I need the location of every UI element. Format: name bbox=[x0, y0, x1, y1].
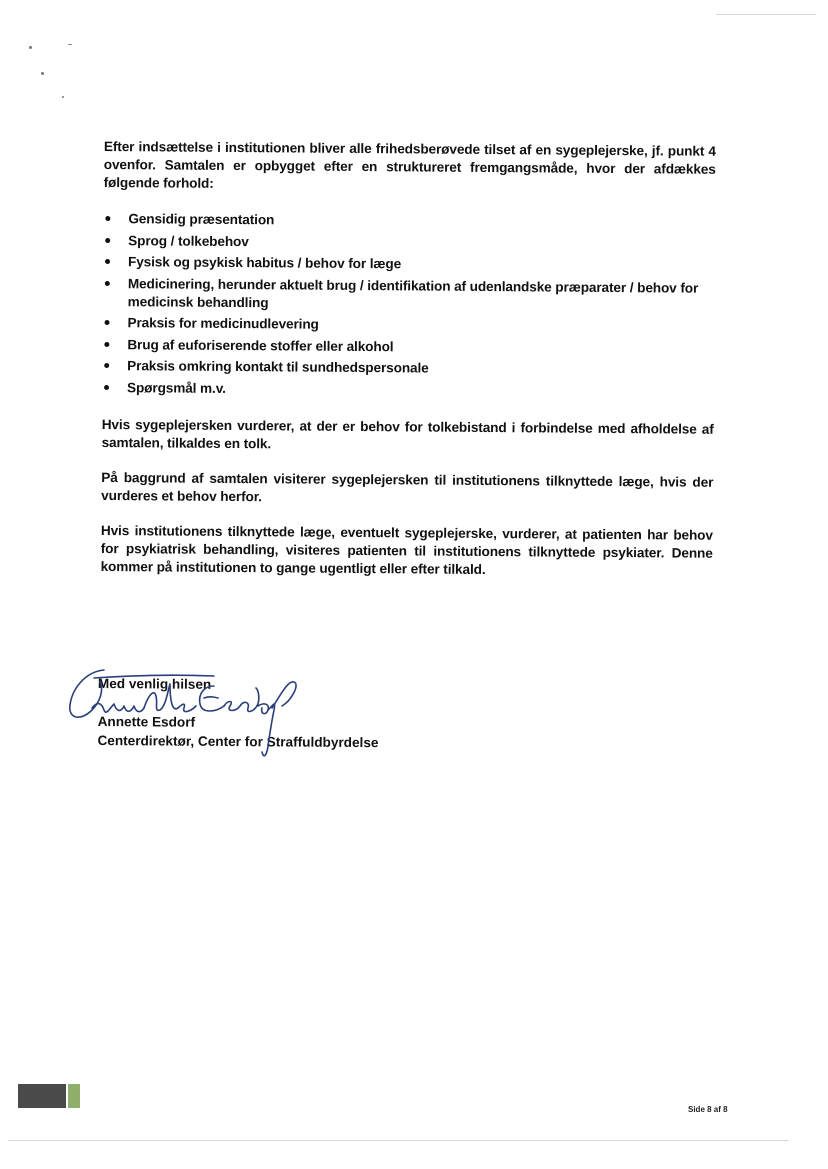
list-item: Medicinering, herunder aktuelt brug / identifikation af udenlandske præparater / behov for medicinsk behandling bbox=[103, 274, 715, 315]
footer-logo-block bbox=[18, 1084, 66, 1108]
list-item: Fysisk og psykisk habitus / behov for læge bbox=[103, 253, 715, 276]
page-number: Side 8 af 8 bbox=[688, 1105, 728, 1114]
scan-speck bbox=[62, 96, 64, 98]
scan-speck bbox=[68, 44, 72, 45]
intro-paragraph: Efter indsættelse i institutionen bliver alle frihedsberøvede tilset af en sygeplejerske, jf. punkt 4 ovenfor. Samtalen er opbygget efter en struktureret fremgangsmåde, hvor der afdækkes følgende forhold: bbox=[103, 138, 716, 191]
list-item: Gensidig præsentation bbox=[103, 210, 715, 233]
list-item: Sprog / tolkebehov bbox=[103, 231, 715, 254]
list-item: Brug af euforiserende stoffer eller alkohol bbox=[102, 335, 714, 358]
signatory-name: Annette Esdorf bbox=[97, 713, 196, 730]
footer-logo-accent bbox=[68, 1084, 80, 1108]
doctor-referral-paragraph: På baggrund af samtalen visiterer sygeplejersken til institutionens tilknyttede læge, hvis der vurderes et behov herfor. bbox=[101, 469, 714, 504]
topic-list bbox=[102, 210, 715, 401]
psychiatry-paragraph: Hvis institutionens tilknyttede læge, eventuelt sygeplejerske, vurderer, at patienten har behov for psykiatrisk behandling, visiteres patienten til institutionens tilknyttede psykiater. Denne kommer på institutionen to gange ugentligt eller efter tilkald. bbox=[100, 522, 713, 577]
scan-edge-bottom bbox=[8, 1140, 788, 1141]
list-item: Praksis for medicinudlevering bbox=[102, 314, 714, 337]
interpreter-paragraph: Hvis sygeplejersken vurderer, at der er behov for tolkebistand i forbindelse med afholdelse af samtalen, tilkaldes en tolk. bbox=[101, 416, 714, 451]
list-item: Spørgsmål m.v. bbox=[102, 378, 714, 401]
greeting: Med venlig hilsen bbox=[97, 675, 212, 692]
scan-speck bbox=[41, 72, 44, 75]
signatory-title: Centerdirektør, Center for Straffuldbyrdelse bbox=[97, 732, 379, 751]
list-item: Praksis omkring kontakt til sundhedspersonale bbox=[102, 357, 714, 380]
scan-edge-top bbox=[716, 14, 816, 15]
closing-block bbox=[97, 674, 518, 753]
body-text bbox=[100, 138, 716, 597]
scan-speck bbox=[29, 46, 32, 49]
